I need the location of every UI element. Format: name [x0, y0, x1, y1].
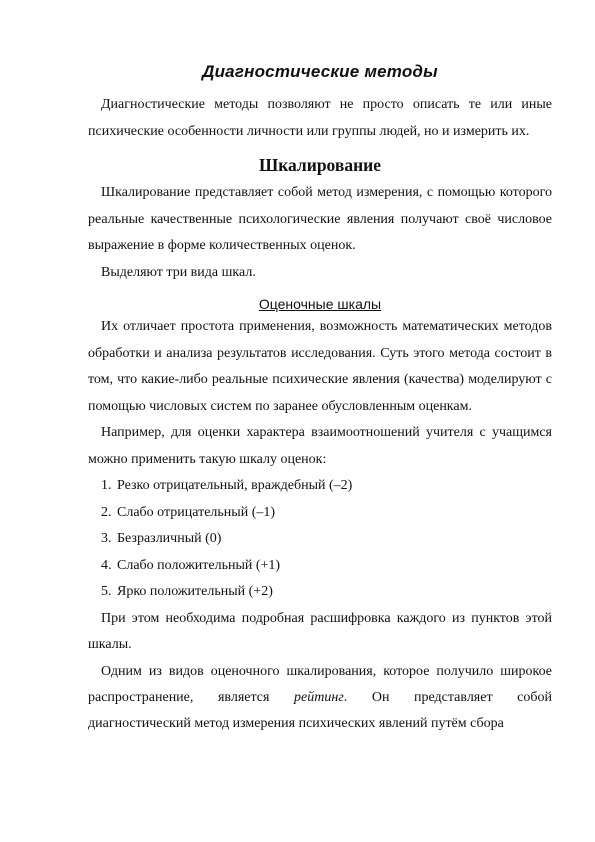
list-item-text: Безразличный (0)	[117, 531, 222, 546]
list-item	[88, 553, 552, 580]
rating-scale-list	[88, 473, 552, 606]
list-item-number: 5.	[101, 584, 112, 599]
list-item-number: 1.	[101, 478, 112, 493]
list-item	[88, 500, 552, 527]
list-item-text: Слабо положительный (+1)	[117, 557, 281, 573]
scales-paragraph-3: При этом необходима подробная расшифровка каждого из пунктов этой шкалы.	[88, 610, 552, 652]
section-heading: Шкалирование	[258, 155, 382, 175]
list-item	[88, 473, 552, 500]
list-item-number: 3.	[101, 531, 112, 546]
rating-text-before: Одним из видов оценочного шкалирования, которое получило широкое распространение, является	[88, 663, 552, 705]
rating-text-after: . Он представляет собой диагностический метод измерения психических явлений путём сбора	[88, 689, 552, 731]
scales-paragraph-1: Их отличает простота применения, возможность математических методов обработки и анализа результатов исследования. Суть этого метода состоит в том, что какие-либо реальные психические явления (качества) моделируют с помощью числовых систем по заранее обусловленным оценкам.	[88, 319, 552, 414]
list-item-text: Резко отрицательный, враждебный (–2)	[117, 478, 353, 493]
intro-paragraph: Диагностические методы позволяют не просто описать те или иные психические особенности личности или группы людей, но и измерить их.	[88, 97, 552, 139]
list-item	[88, 579, 552, 606]
list-item-text: Слабо отрицательный (–1)	[117, 504, 276, 520]
document-body	[88, 62, 552, 737]
rating-term: рейтинг	[294, 689, 344, 705]
list-item-number: 4.	[101, 557, 112, 573]
scales-paragraph-2: Например, для оценки характера взаимоотношений учителя с учащимся можно применить такую шкалу оценок:	[88, 425, 552, 467]
list-item-text: Ярко положительный (+2)	[117, 584, 273, 599]
list-item-number: 2.	[101, 504, 112, 520]
types-note-paragraph: Выделяют три вида шкал.	[101, 264, 256, 280]
definition-paragraph: Шкалирование представляет собой метод измерения, с помощью которого реальные качественные психологические явления получают своё числовое выражение в форме количественных оценок.	[88, 185, 552, 253]
list-item	[88, 526, 552, 553]
subsection-heading: Оценочные шкалы	[258, 296, 382, 312]
rating-paragraph	[88, 659, 552, 737]
page-title: Диагностические методы	[202, 62, 438, 81]
